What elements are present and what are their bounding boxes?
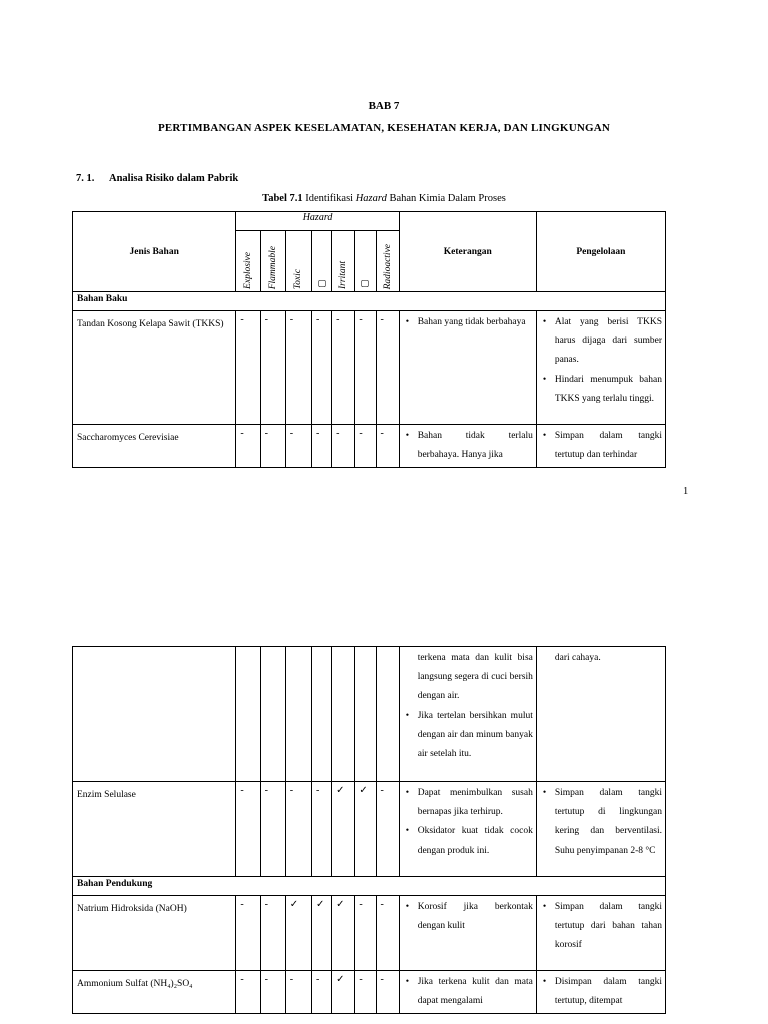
mark-cell: -	[236, 425, 260, 468]
mark-cell: -	[236, 971, 260, 1014]
category-bahan-pendukung: Bahan Pendukung	[73, 877, 666, 896]
mark-cell: -	[376, 971, 399, 1014]
header-col-4-label: ▢	[317, 278, 328, 289]
mark-cell: -	[311, 311, 331, 425]
header-keterangan: Keterangan	[399, 212, 536, 292]
mark-cell: -	[312, 782, 332, 877]
section-number: 7. 1.	[76, 173, 95, 184]
mark-cell: -	[376, 311, 399, 425]
caption-label: Tabel 7.1	[262, 193, 303, 204]
mark-cell: -	[236, 782, 260, 877]
mark-cell: -	[355, 425, 376, 468]
table-caption	[0, 193, 768, 204]
keterangan-item: • Dapat menimbulkan susah bernapas jika terhirup.	[402, 784, 533, 822]
mark-cell: -	[355, 896, 376, 971]
mark-cell: -	[285, 425, 311, 468]
pengelolaan-continued: dari cahaya.	[554, 653, 601, 663]
table-row	[73, 971, 666, 1014]
pengelolaan-item: • Hindari menumpuk bahan TKKS yang terlalu tinggi.	[539, 371, 662, 409]
mark-cell: ✓	[355, 782, 376, 877]
mark-cell: -	[311, 425, 331, 468]
chapter-heading: BAB 7	[368, 100, 400, 112]
pengelolaan-cell	[536, 896, 665, 971]
mark-cell: -	[285, 782, 311, 877]
mark-cell: ✓	[312, 896, 332, 971]
mark-cell	[355, 647, 376, 782]
header-jenis-bahan: Jenis Bahan	[73, 212, 236, 292]
mark-cell: -	[355, 971, 376, 1014]
header-col-6	[355, 231, 376, 292]
header-hazard: Hazard	[236, 212, 399, 231]
mark-cell	[285, 647, 311, 782]
pengelolaan-cell	[536, 311, 665, 425]
mark-cell: -	[376, 425, 399, 468]
material-name: Natrium Hidroksida (NaOH)	[73, 896, 236, 971]
mark-cell: -	[260, 896, 285, 971]
keterangan-item: • Jika terkena kulit dan mata dapat mengalami	[402, 973, 533, 1011]
section-heading	[76, 173, 238, 184]
mark-cell: ✓	[332, 782, 355, 877]
header-explosive-label: Explosive	[242, 252, 253, 289]
pengelolaan-cell	[536, 971, 665, 1014]
table-row	[73, 311, 666, 425]
keterangan-item: • Jika tertelan bersihkan mulut dengan air dan minum banyak air setelah itu.	[402, 707, 533, 765]
keterangan-item: • Oksidator kuat tidak cocok dengan produk ini.	[402, 822, 533, 860]
pengelolaan-item: • Simpan dalam tangki tertutup di lingkungan kering dan berventilasi. Suhu penyimpanan 2-8 °C	[539, 784, 662, 861]
mark-cell: -	[236, 896, 260, 971]
mark-cell: -	[236, 311, 260, 425]
mark-cell: -	[312, 971, 332, 1014]
mark-cell: -	[376, 782, 399, 877]
material-name: Tandan Kosong Kelapa Sawit (TKKS)	[73, 311, 236, 425]
hazard-table-page-2	[72, 646, 666, 1014]
table-row	[73, 782, 666, 877]
keterangan-cell	[399, 896, 536, 971]
pengelolaan-item: • Simpan dalam tangki tertutup dan terhindar	[539, 427, 662, 465]
mark-cell: ✓	[332, 896, 355, 971]
keterangan-cell	[399, 647, 536, 782]
pengelolaan-item: • Alat yang berisi TKKS harus dijaga dari sumber panas.	[539, 313, 662, 371]
header-flammable-label: Flammable	[267, 245, 278, 289]
pengelolaan-item: • Simpan dalam tangki tertutup dari bahan tahan korosif	[539, 898, 662, 956]
mark-cell	[236, 647, 260, 782]
material-name: Saccharomyces Cerevisiae	[73, 425, 236, 468]
mark-cell: -	[285, 311, 311, 425]
mark-cell: -	[260, 311, 285, 425]
material-name: Ammonium Sulfat (NH₄)₂SO₄	[73, 971, 236, 1014]
keterangan-cell	[399, 311, 536, 425]
keterangan-item: • Korosif jika berkontak dengan kulit	[402, 898, 533, 936]
pengelolaan-item: • Disimpan dalam tangki tertutup, ditempat	[539, 973, 662, 1011]
page-number: 1	[683, 486, 689, 497]
mark-cell: -	[260, 425, 285, 468]
mark-cell	[376, 647, 399, 782]
mark-cell	[260, 647, 285, 782]
header-col-6-label: ▢	[360, 278, 371, 289]
mark-cell: -	[355, 311, 376, 425]
mark-cell	[332, 647, 355, 782]
chapter-title: PERTIMBANGAN ASPEK KESELAMATAN, KESEHATAN KERJA, DAN LINGKUNGAN	[157, 122, 611, 134]
section-title: Analisa Risiko dalam Pabrik	[109, 173, 239, 184]
keterangan-item: • Bahan yang tidak berbahaya	[402, 313, 533, 332]
mark-cell: -	[332, 425, 355, 468]
header-toxic-label: Toxic	[293, 268, 304, 289]
mark-cell: ✓	[285, 896, 311, 971]
material-name: Enzim Selulase	[73, 782, 236, 877]
header-toxic	[285, 231, 311, 292]
category-bahan-baku: Bahan Baku	[73, 292, 666, 311]
hazard-table-page-1	[72, 211, 666, 468]
mark-cell: ✓	[332, 971, 355, 1014]
caption-italic: Hazard	[355, 193, 387, 204]
keterangan-cell	[399, 971, 536, 1014]
header-explosive	[236, 231, 260, 292]
caption-text-1: Identifikasi	[302, 193, 356, 204]
table-row-continued	[73, 647, 666, 782]
pengelolaan-cell	[536, 647, 665, 782]
keterangan-cell	[399, 425, 536, 468]
material-name	[73, 647, 236, 782]
mark-cell: -	[260, 971, 285, 1014]
keterangan-item: • Bahan tidak terlalu berbahaya. Hanya jika	[402, 427, 533, 465]
table-row	[73, 896, 666, 971]
keterangan-cell	[399, 782, 536, 877]
mark-cell: -	[376, 896, 399, 971]
header-radioactive-label: Radioactive	[382, 243, 393, 289]
header-pengelolaan: Pengelolaan	[536, 212, 665, 292]
pengelolaan-cell	[536, 782, 665, 877]
mark-cell: -	[332, 311, 355, 425]
mark-cell: -	[285, 971, 311, 1014]
keterangan-continued: terkena mata dan kulit bisa langsung segera di cuci bersih dengan air.	[417, 653, 533, 702]
mark-cell: -	[260, 782, 285, 877]
header-irritant-label: Irritant	[338, 261, 349, 289]
header-radioactive	[376, 231, 399, 292]
header-col-4	[311, 231, 331, 292]
pengelolaan-cell	[536, 425, 665, 468]
header-irritant	[332, 231, 355, 292]
header-flammable	[260, 231, 285, 292]
caption-text-2: Bahan Kimia Dalam Proses	[386, 193, 506, 204]
mark-cell	[312, 647, 332, 782]
table-row	[73, 425, 666, 468]
